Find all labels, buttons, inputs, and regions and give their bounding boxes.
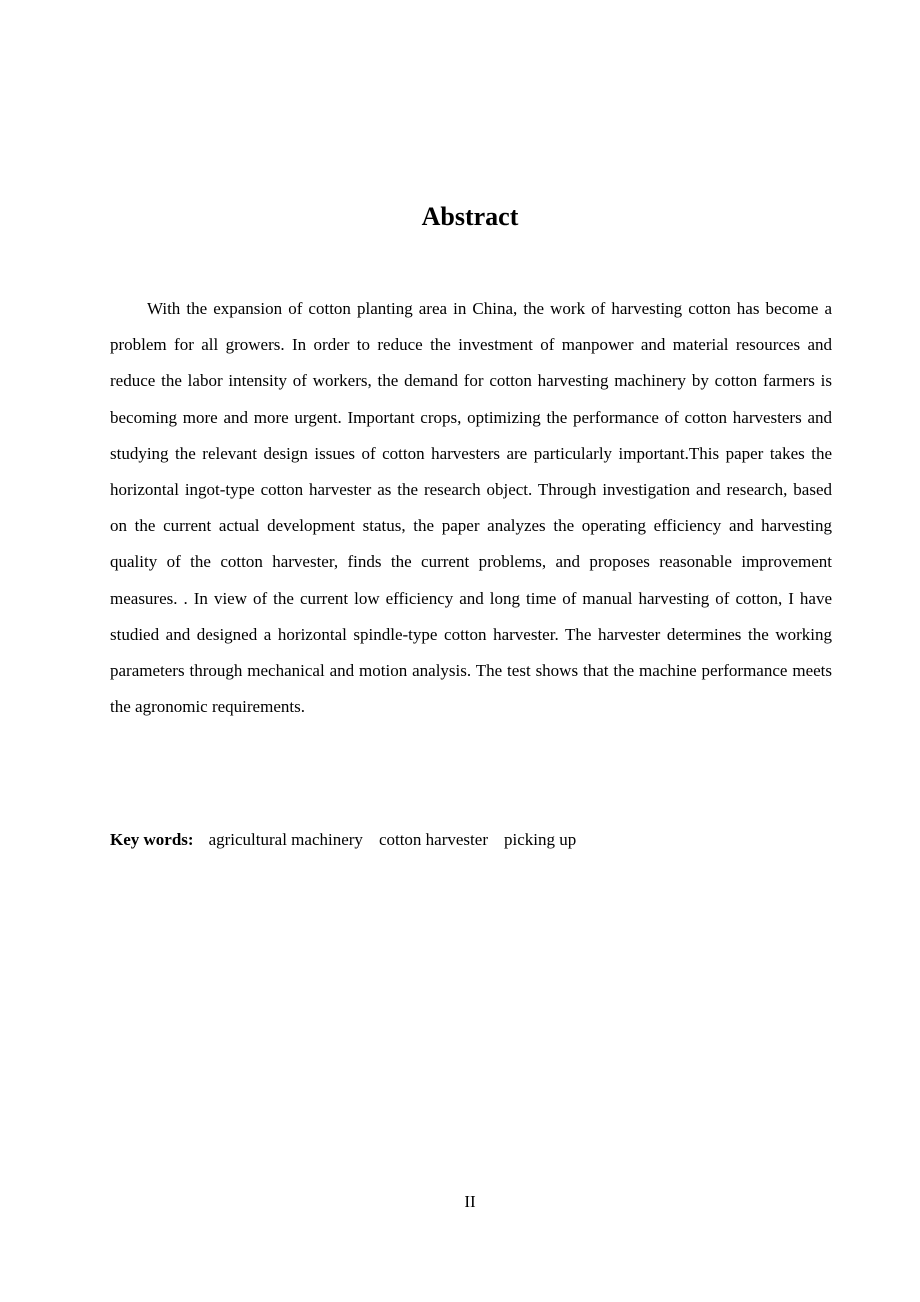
keyword-item: agricultural machinery (208, 830, 363, 849)
abstract-title: Abstract (421, 202, 519, 231)
keywords-line (110, 826, 576, 854)
abstract-paragraph: With the expansion of cotton planting area in China, the work of harvesting cotton has become a problem for all growers. In order to reduce the investment of manpower and material resources and reduce the labor intensity of workers, the demand for cotton harvesting machinery by cotton farmers is becoming more and more urgent. Important crops, optimizing the performance of cotton harvesters and studying the relevant design issues of cotton harvesters are particularly important.This paper takes the horizontal ingot-type cotton harvester as the research object. Through investigation and research, based on the current actual development status, the paper analyzes the operating efficiency and harvesting quality of the cotton harvester, finds the current problems, and proposes reasonable improvement measures. . In view of the current low efficiency and long time of manual harvesting of cotton, I have studied and designed a horizontal spindle-type cotton harvester. The harvester determines the working parameters through mechanical and motion analysis. The test shows that the machine performance meets the agronomic requirements. (110, 299, 832, 717)
page-number: II (464, 1192, 476, 1211)
keyword-item: picking up (503, 830, 577, 849)
keywords-label: Key words: (110, 830, 194, 849)
keyword-item: cotton harvester (378, 830, 488, 849)
